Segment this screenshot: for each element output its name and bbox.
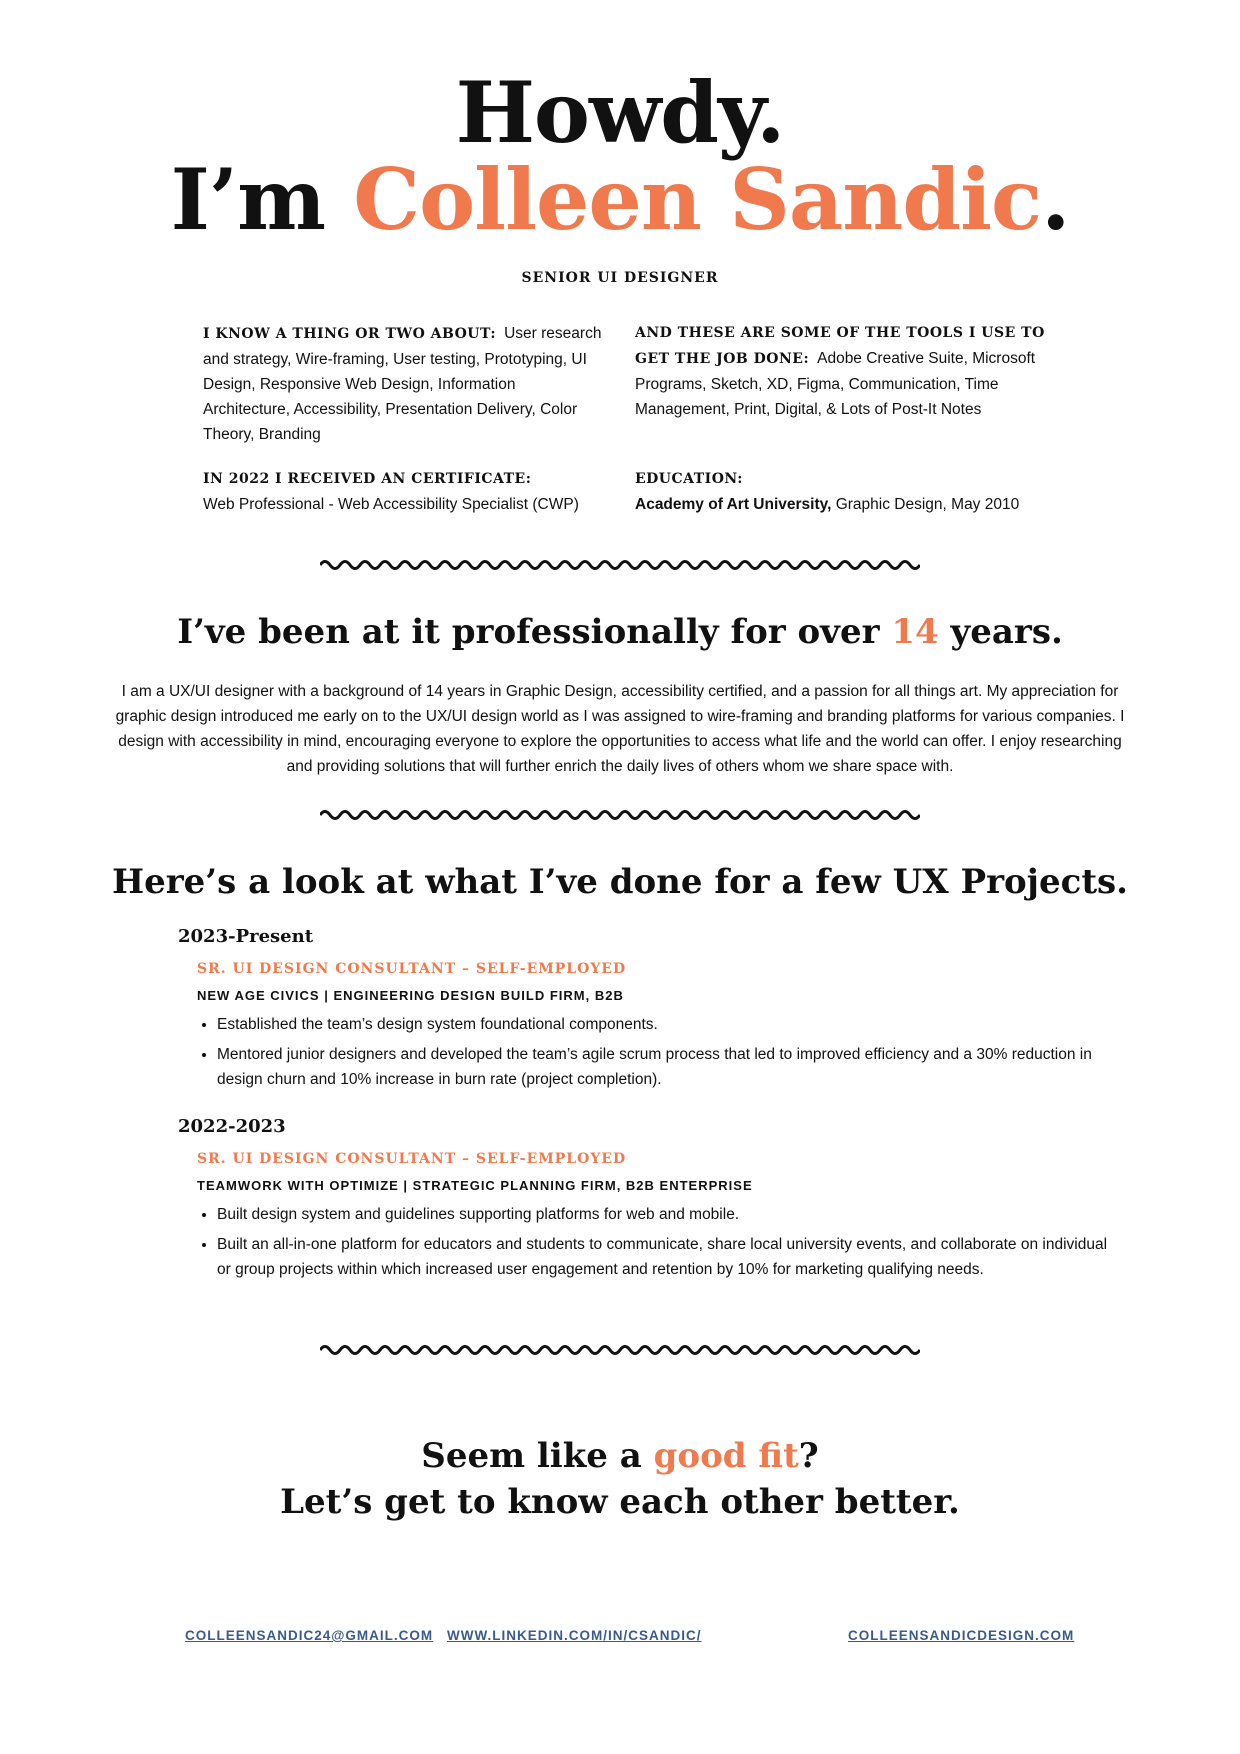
list-item: • Mentored junior designers and developed the team’s agile scrum process that led to improved efficiency and a 30% reduction in design churn and 10% increase in burn rate (project completion). [217, 1042, 1117, 1092]
wavy-divider [320, 557, 920, 573]
project-bullets [197, 1012, 1117, 1097]
cta-line-2: Let’s get to know each other better. [280, 1482, 960, 1522]
linkedin-link[interactable]: WWW.LINKEDIN.COM/IN/CSANDIC/ [447, 1628, 702, 1643]
hero-greeting-text: Howdy. [455, 63, 785, 162]
education-school: Academy of Art University, [635, 496, 832, 513]
projects-heading: Here’s a look at what I’ve done for a few UX Projects. [111, 862, 1128, 902]
list-item: • Built design system and guidelines supporting platforms for web and mobile. [217, 1202, 1117, 1227]
project-job-title: SR. UI DESIGN CONSULTANT – SELF-EMPLOYED [197, 1151, 627, 1167]
skills-text: User research and strategy, Wire-framing, User testing, Prototyping, UI Design, Responsive Web Design, Information Architecture, Accessibility, Presentation Delivery, Color Theory, Branding [203, 325, 602, 443]
list-item: • Established the team’s design system foundational components. [217, 1012, 1117, 1037]
hero-name: Colleen Sandic [353, 150, 1042, 249]
education-label: EDUCATION: [635, 471, 743, 487]
cta-suffix: ? [798, 1436, 819, 1476]
tools-block [635, 320, 1055, 422]
education-block [635, 467, 1055, 517]
certificate-block [203, 467, 603, 517]
project-job-title: SR. UI DESIGN CONSULTANT – SELF-EMPLOYED [197, 961, 627, 977]
skills-block [203, 321, 603, 447]
hero-name-prefix: I’m [170, 150, 354, 249]
project-period: 2023-Present [178, 926, 314, 947]
experience-heading-prefix: I’ve been at it professionally for over [177, 612, 892, 652]
tools-text: Adobe Creative Suite, Microsoft Programs, Sketch, XD, Figma, Communication, Time Management, Print, Digital, & Lots of Post-It Notes [635, 350, 1036, 418]
email-link[interactable]: COLLEENSANDIC24@GMAIL.COM [185, 1628, 434, 1643]
project-bullets [197, 1202, 1117, 1287]
cta-highlight: good fit [653, 1436, 799, 1476]
certificate-label: IN 2022 I RECEIVED AN CERTIFICATE: [203, 471, 532, 487]
wavy-divider [320, 1342, 920, 1358]
hero-greeting [0, 63, 1240, 162]
years-count: 14 [891, 612, 939, 652]
project-period: 2022-2023 [178, 1116, 286, 1137]
job-role: SENIOR UI DESIGNER [521, 270, 719, 286]
project-company: NEW AGE CIVICS | ENGINEERING DESIGN BUILD FIRM, B2B [197, 988, 624, 1003]
wavy-divider [320, 807, 920, 823]
hero-name-line [0, 150, 1240, 249]
certificate-text: Web Professional - Web Accessibility Specialist (CWP) [203, 496, 579, 513]
skills-label: I KNOW A THING OR TWO ABOUT: [203, 326, 497, 342]
project-company: TEAMWORK WITH OPTIMIZE | STRATEGIC PLANNING FIRM, B2B ENTERPRISE [197, 1178, 753, 1193]
list-item: • Built an all-in-one platform for educators and students to communicate, share local university events, and collaborate on individual or group projects within which increased user engagement and retention by 10% for marketing qualifying needs. [217, 1232, 1117, 1282]
website-link[interactable]: COLLEENSANDICDESIGN.COM [848, 1628, 1075, 1643]
cta-prefix: Seem like a [421, 1436, 654, 1476]
tools-label: AND THESE ARE SOME OF THE TOOLS I USE TO GET THE JOB DONE: [635, 325, 1045, 367]
experience-heading-suffix: years. [938, 612, 1063, 652]
cta-line-1 [0, 1436, 1240, 1476]
experience-heading [0, 612, 1240, 652]
bio-paragraph: I am a UX/UI designer with a background of 14 years in Graphic Design, accessibility certified, and a passion for all things art. My appreciation for graphic design introduced me early on to the UX/UI design world as I was assigned to wire-framing and branding platforms for various companies. I design with accessibility in mind, encouraging everyone to explore the opportunities to access what life and the world can offer. I enjoy researching and providing solutions that will further enrich the daily lives of others whom we share space with. [115, 683, 1125, 775]
hero-name-suffix: . [1041, 150, 1070, 249]
education-detail: Graphic Design, May 2010 [831, 496, 1020, 513]
